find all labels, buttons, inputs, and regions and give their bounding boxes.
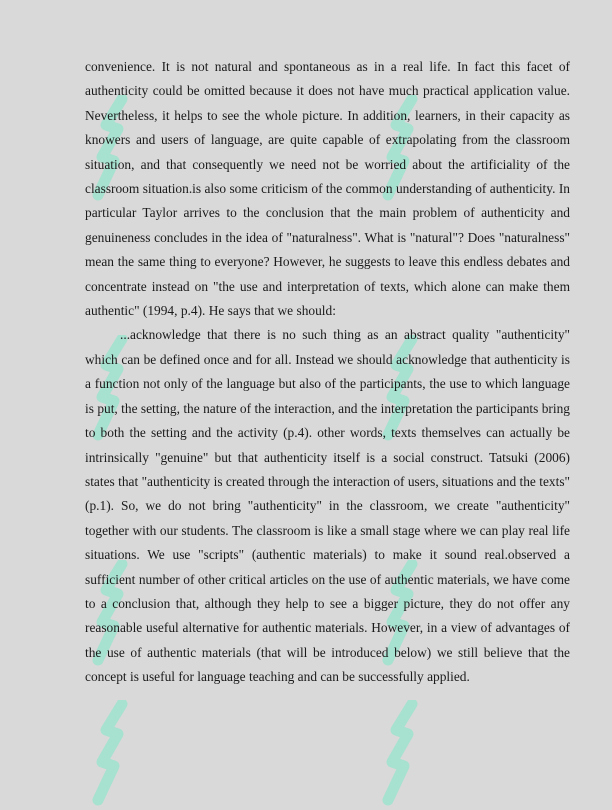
paragraph: convenience. It is not natural and spontaneous as in a real life. In fact this facet of authenticity could be omitted because it does not have much practical application value. Nevertheless, it helps to see the whole picture. In addition, learners, in their capacity as knowers and users of language, are quite capable of extrapolating from the classroom situation, and that consequently we need not be worried about the artificiality of the classroom situation.is also some criticism of the common understanding of authenticity. In particular Taylor arrives to the conclusion that the main problem of authenticity and genuineness concludes in the idea of "naturalness". What is "natural"? Does "naturalness" mean the same thing to everyone? However, he suggests to leave this endless debates and concentrate instead on "the use and interpretation of texts, which alone can make them authentic" (1994, p.4). He says that we should: xyxy=(85,59,570,319)
body-text xyxy=(85,55,570,690)
block-quote-paragraph: ...acknowledge that there is no such thing as an abstract quality "authenticity" which can be defined once and for all. Instead we should acknowledge that authenticity is a function not only of the language but also of the participants, the use to which language is put, the setting, the nature of the interaction, and the interpretation the participants bring to both the setting and the activity (p.4). other words, texts themselves can actually be intrinsically "genuine" but that authenticity itself is a social construct. Tatsuki (2006) states that "authenticity is created through the interaction of users, situations and the texts" (p.1). So, we do not bring "authenticity" in the classroom, we create "authenticity" together with our students. The classroom is like a small stage where we can play real life situations. We use "scripts" (authentic materials) to make it sound real.observed a sufficient number of other critical articles on the use of authentic materials, we have come to a conclusion that, although they help to see a bigger picture, they do not offer any reasonable useful alternative for authentic materials. However, in a view of advantages of the use of authentic materials (that will be introduced below) we still believe that the concept is useful for language teaching and can be successfully applied. xyxy=(85,327,570,685)
watermark-logo-icon xyxy=(382,700,428,810)
watermark-logo-icon xyxy=(92,700,138,810)
